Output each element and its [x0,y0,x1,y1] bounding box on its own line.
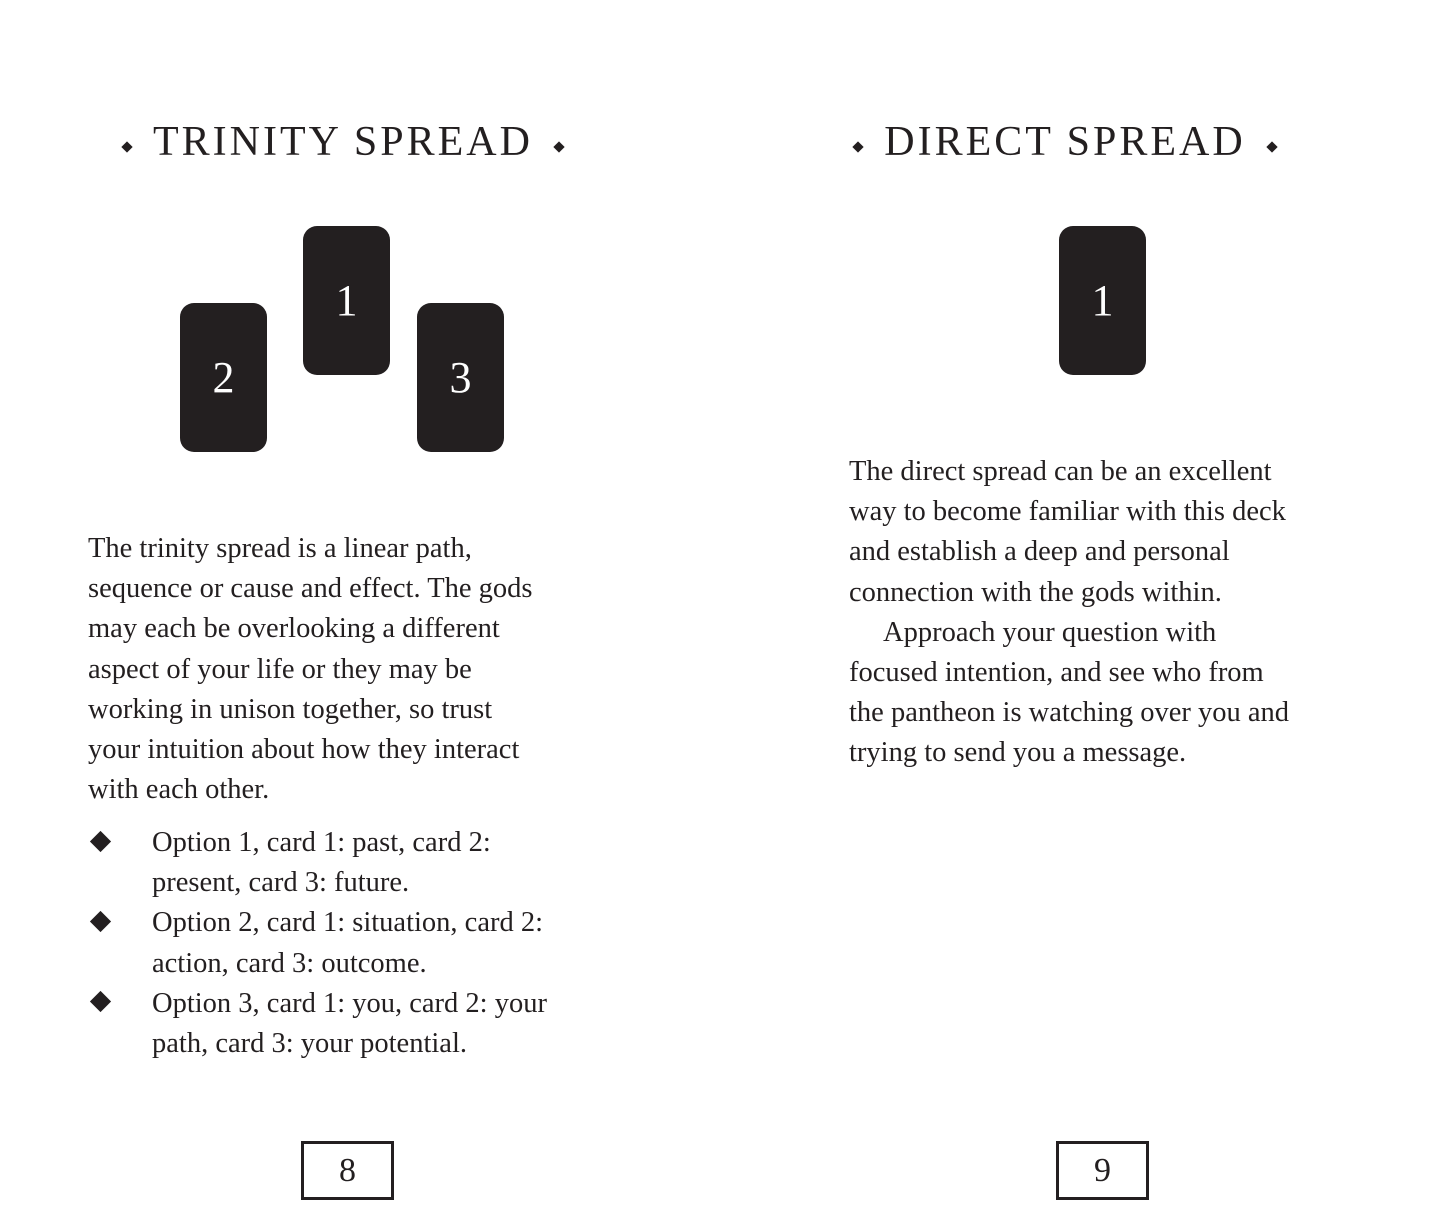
bullet-item-line: path, card 3: your potential. [152,1027,467,1059]
left-page [0,0,722,1229]
card-1 [303,226,390,375]
bullet-list [152,823,547,1064]
diamond-ornament-icon [121,142,132,153]
page-number: 8 [301,1141,394,1200]
page-title [0,118,704,166]
text-line: focused intention, and see who from [849,656,1264,688]
text-line: with each other. [88,774,270,806]
text-line: the pantheon is watching over you and [849,697,1290,729]
body-paragraph [88,529,532,810]
page-number: 9 [1056,1141,1149,1200]
text-line: connection with the gods within. [849,576,1222,608]
card-2 [180,303,267,452]
page-title [704,118,1426,166]
card-1 [1059,226,1146,375]
text-line: The trinity spread is a linear path, [88,533,472,564]
text-line: sequence or cause and effect. The gods [88,573,533,605]
title-text: DIRECT SPREAD [884,119,1246,165]
diamond-bullet-icon [90,911,111,932]
diamond-bullet-icon [90,831,111,852]
bullet-item-line: Option 3, card 1: you, card 2: your [152,987,547,1019]
card-number: 1 [1091,276,1114,325]
card-number: 3 [449,353,472,402]
diamond-ornament-icon [553,142,564,153]
card-number: 2 [212,353,235,402]
bullet-item-line: Option 2, card 1: situation, card 2: [152,907,543,939]
text-line: way to become familiar with this deck [849,496,1286,528]
card-3 [417,303,504,452]
text-line: aspect of your life or they may be [88,653,472,685]
title-text: TRINITY SPREAD [153,119,533,165]
bullet-item-line: Option 1, card 1: past, card 2: [152,827,491,858]
text-line: Approach your question with [849,616,1217,648]
diamond-ornament-icon [853,142,864,153]
diamond-bullet-icon [90,991,111,1012]
diamond-ornament-icon [1266,142,1277,153]
text-line: and establish a deep and personal [849,536,1230,568]
body-paragraph [849,452,1289,774]
bullet-item-line: present, card 3: future. [152,867,410,899]
bullet-item-line: action, card 3: outcome. [152,947,427,979]
text-line: trying to send you a message. [849,737,1187,769]
text-line: your intuition about how they interact [88,733,520,765]
text-line: The direct spread can be an excellent [849,456,1272,487]
text-line: may each be overlooking a different [88,613,500,645]
card-number: 1 [335,276,358,325]
right-page [723,0,1445,1229]
text-line: working in unison together, so trust [88,693,493,725]
